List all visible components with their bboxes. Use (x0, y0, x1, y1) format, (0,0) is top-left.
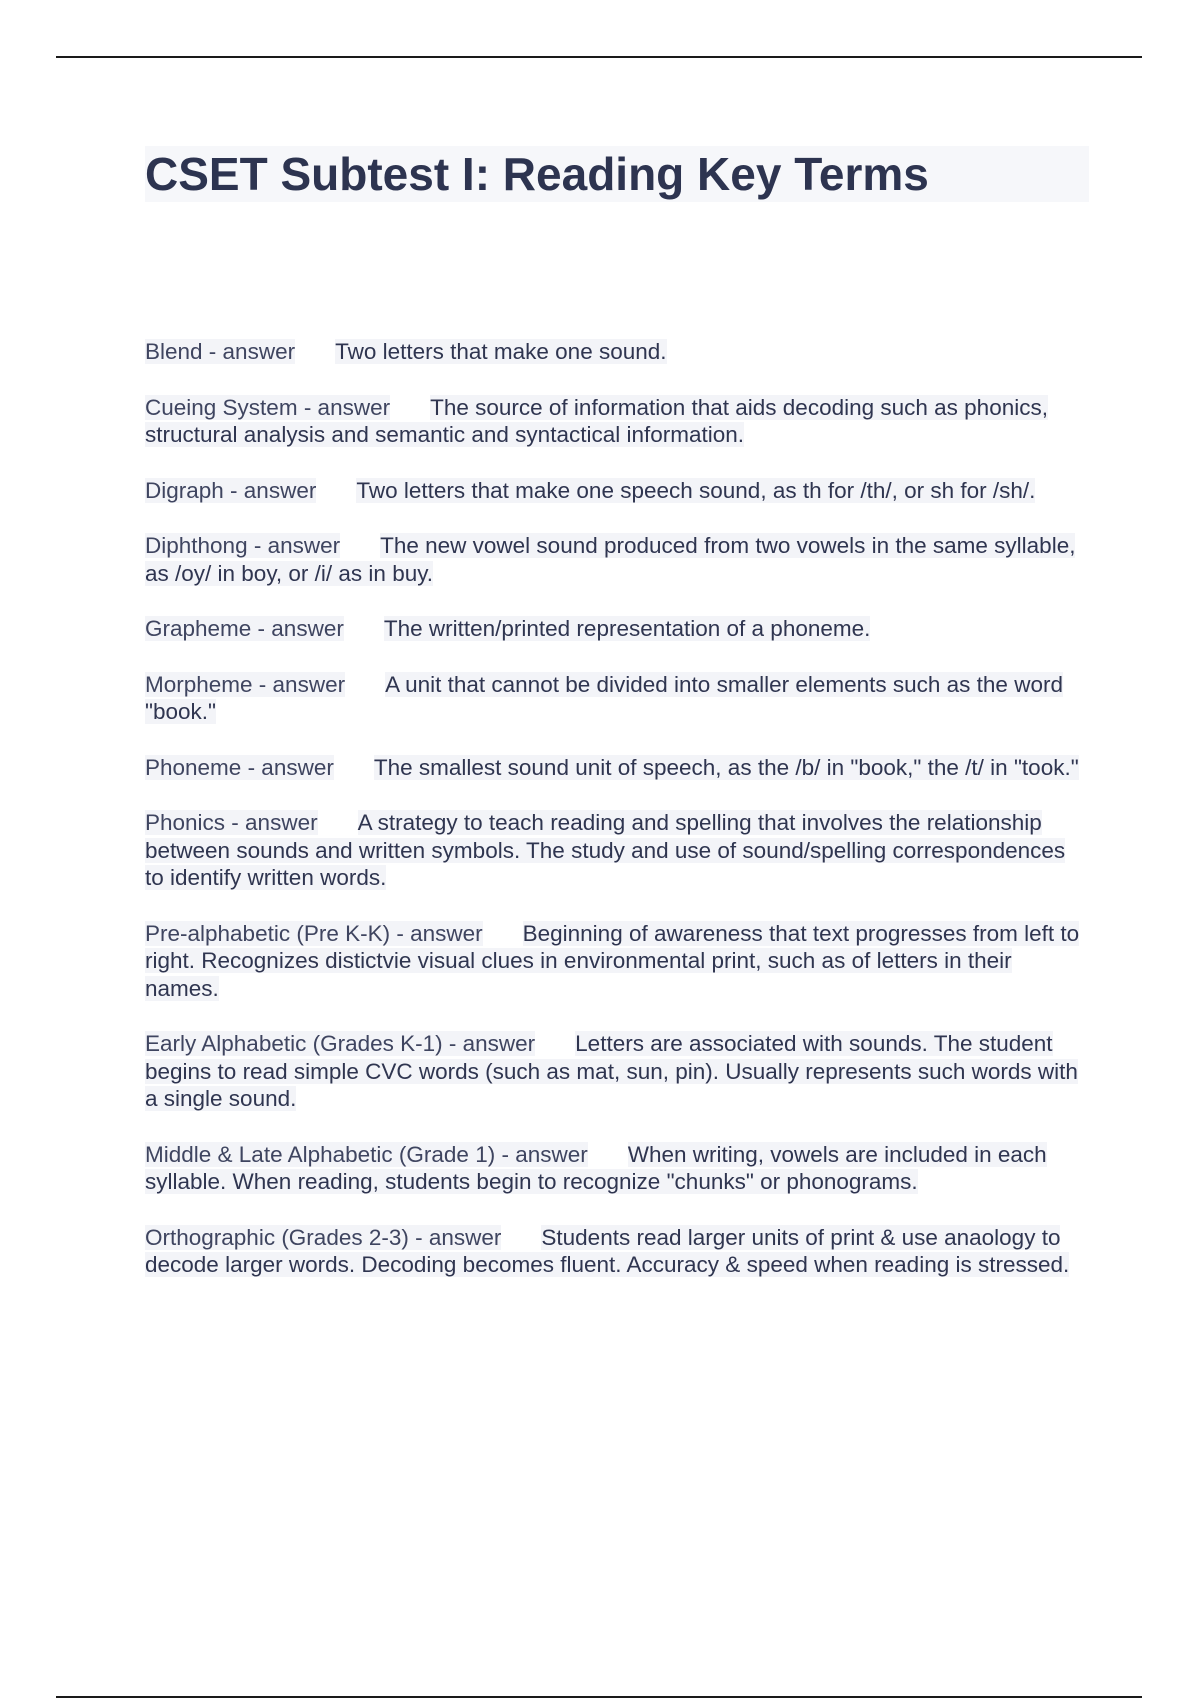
term-entry (145, 809, 1089, 892)
term-definition: Letters are associated with sounds. The student begins to read simple CVC words (such as mat, sun, pin). Usually represents such words with a single sound. (145, 1031, 1078, 1111)
term-entry (145, 1224, 1089, 1279)
term-definition: The written/printed representation of a phoneme. (383, 616, 871, 641)
term-definition: The smallest sound unit of speech, as the /b/ in "book," the /t/ in "took." (373, 754, 1079, 780)
term-label: Cueing System - answer (145, 394, 391, 420)
term-definition: When writing, vowels are included in each syllable. When reading, students begin to recognize "chunks" or phonograms. (145, 1141, 1047, 1194)
term-label: Phonics - answer (145, 810, 318, 835)
term-label: Diphthong - answer (145, 533, 341, 558)
term-definition: Two letters that make one speech sound, as th for /th/, or sh for /sh/. (356, 477, 1036, 503)
term-definition: Beginning of awareness that text progresses from left to right. Recognizes distictvie visual clues in environmental print, such as of letters in their names. (145, 920, 1080, 1001)
term-label: Phoneme - answer (145, 754, 334, 780)
term-label: Orthographic (Grades 2-3) - answer (145, 1224, 502, 1250)
term-entry (145, 1030, 1089, 1113)
term-entry (145, 1141, 1089, 1196)
page-title: CSET Subtest I: Reading Key Terms (145, 148, 929, 200)
term-definition: A unit that cannot be divided into smaller elements such as the word "book." (145, 671, 1063, 724)
term-label: Digraph - answer (145, 477, 317, 503)
term-label: Grapheme - answer (145, 616, 344, 641)
term-label: Blend - answer (145, 339, 296, 364)
term-entry (145, 338, 1089, 366)
term-label: Middle & Late Alphabetic (Grade 1) - answer (145, 1141, 588, 1167)
term-entry (145, 754, 1089, 782)
term-entry (145, 671, 1089, 726)
term-definition: A strategy to teach reading and spelling that involves the relationship between sounds and written symbols. The study and use of sound/spelling correspondences to identify written words. (145, 810, 1066, 890)
top-rule (56, 56, 1142, 58)
title-block (145, 146, 1089, 202)
terms-list (145, 338, 1089, 1307)
term-definition: Students read larger units of print & use anaology to decode larger words. Decoding becomes fluent. Accuracy & speed when reading is stressed. (145, 1224, 1070, 1277)
bottom-rule (56, 1696, 1142, 1698)
term-entry (145, 532, 1089, 587)
term-definition: The new vowel sound produced from two vowels in the same syllable, as /oy/ in boy, or /i/ as in buy. (145, 533, 1076, 586)
term-entry (145, 394, 1089, 449)
term-entry (145, 920, 1089, 1003)
term-entry (145, 477, 1089, 505)
term-entry (145, 615, 1089, 643)
term-definition: The source of information that aids decoding such as phonics, structural analysis and semantic and syntactical information. (145, 394, 1048, 447)
term-label: Pre-alphabetic (Pre K-K) - answer (145, 920, 483, 946)
term-label: Morpheme - answer (145, 671, 346, 697)
term-definition: Two letters that make one sound. (335, 339, 667, 364)
term-label: Early Alphabetic (Grades K-1) - answer (145, 1031, 536, 1056)
